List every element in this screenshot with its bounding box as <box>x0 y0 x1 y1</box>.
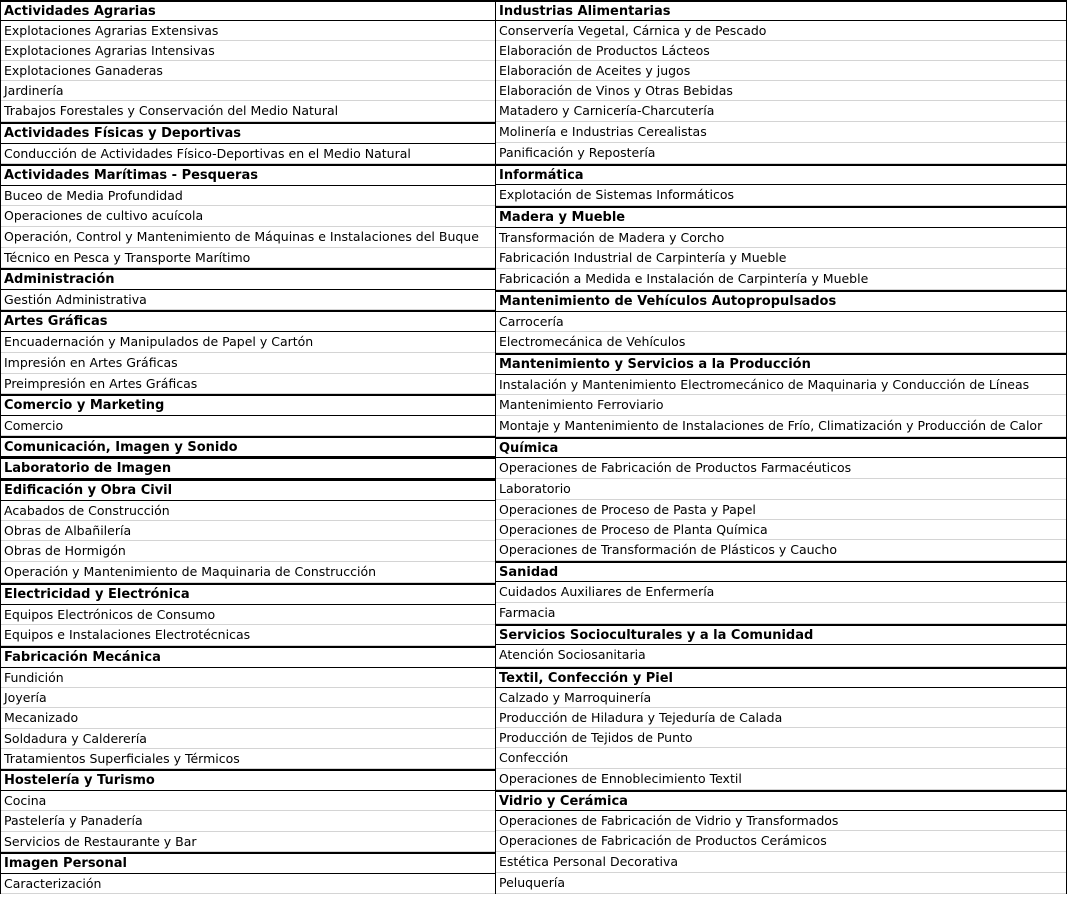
right-column <box>495 0 1067 894</box>
qualification-cell: Cuidados Auxiliares de Enfermería <box>496 582 1066 603</box>
category-header: Química <box>496 437 1066 458</box>
qualification-cell: Farmacia <box>496 603 1066 624</box>
qualification-cell: Obras de Albañilería <box>1 521 495 541</box>
category-header: Fabricación Mecánica <box>1 646 495 668</box>
qualification-cell: Trabajos Forestales y Conservación del Medio Natural <box>1 101 495 122</box>
qualification-cell: Operaciones de Ennoblecimiento Textil <box>496 769 1066 790</box>
category-header: Mantenimiento de Vehículos Autopropulsados <box>496 290 1066 312</box>
qualification-cell: Carrocería <box>496 312 1066 332</box>
qualification-cell: Servicios de Restaurante y Bar <box>1 832 495 852</box>
qualification-cell: Conservería Vegetal, Cárnica y de Pescado <box>496 21 1066 41</box>
qualification-cell: Soldadura y Calderería <box>1 729 495 749</box>
qualification-cell: Operaciones de cultivo acuícola <box>1 206 495 227</box>
category-header: Vidrio y Cerámica <box>496 790 1066 811</box>
qualification-cell: Mecanizado <box>1 708 495 729</box>
qualification-cell: Obras de Hormigón <box>1 541 495 562</box>
qualification-cell: Elaboración de Aceites y jugos <box>496 61 1066 81</box>
qualification-cell: Elaboración de Vinos y Otras Bebidas <box>496 81 1066 101</box>
qualification-cell: Caracterización <box>1 874 495 894</box>
category-header: Imagen Personal <box>1 852 495 874</box>
qualification-cell: Operaciones de Proceso de Planta Química <box>496 520 1066 540</box>
category-header: Comercio y Marketing <box>1 394 495 416</box>
category-header: Administración <box>1 268 495 290</box>
qualification-cell: Tratamientos Superficiales y Térmicos <box>1 749 495 769</box>
qualification-cell: Explotaciones Ganaderas <box>1 61 495 81</box>
qualification-cell: Producción de Hiladura y Tejeduría de Calada <box>496 708 1066 728</box>
category-header: Industrias Alimentarias <box>496 0 1066 21</box>
left-column <box>0 0 496 894</box>
category-header: Informática <box>496 164 1066 185</box>
qualification-cell: Encuadernación y Manipulados de Papel y Cartón <box>1 332 495 353</box>
qualification-cell: Joyería <box>1 688 495 708</box>
category-header: Actividades Marítimas - Pesqueras <box>1 164 495 186</box>
qualification-cell: Operaciones de Fabricación de Productos Cerámicos <box>496 831 1066 852</box>
qualification-cell: Panificación y Repostería <box>496 143 1066 164</box>
category-header: Textil, Confección y Piel <box>496 667 1066 688</box>
qualification-cell: Atención Sociosanitaria <box>496 645 1066 667</box>
category-header: Sanidad <box>496 561 1066 582</box>
category-header: Mantenimiento y Servicios a la Producción <box>496 353 1066 375</box>
qualification-cell: Preimpresión en Artes Gráficas <box>1 374 495 394</box>
qualification-cell: Fabricación a Medida e Instalación de Carpintería y Mueble <box>496 269 1066 290</box>
qualification-cell: Mantenimiento Ferroviario <box>496 395 1066 416</box>
qualification-cell: Equipos Electrónicos de Consumo <box>1 605 495 625</box>
qualification-cell: Explotaciones Agrarias Extensivas <box>1 21 495 41</box>
category-header: Actividades Agrarias <box>1 0 495 21</box>
qualification-cell: Montaje y Mantenimiento de Instalaciones de Frío, Climatización y Producción de Calor <box>496 416 1066 437</box>
qualification-cell: Pastelería y Panadería <box>1 811 495 832</box>
qualification-cell: Explotación de Sistemas Informáticos <box>496 185 1066 206</box>
qualification-cell: Explotaciones Agrarias Intensivas <box>1 41 495 61</box>
qualification-cell: Técnico en Pesca y Transporte Marítimo <box>1 248 495 268</box>
qualification-cell: Cocina <box>1 791 495 811</box>
qualification-cell: Buceo de Media Profundidad <box>1 186 495 206</box>
category-header: Electricidad y Electrónica <box>1 583 495 605</box>
qualification-cell: Transformación de Madera y Corcho <box>496 228 1066 248</box>
category-header: Servicios Socioculturales y a la Comunidad <box>496 624 1066 645</box>
qualification-cell: Elaboración de Productos Lácteos <box>496 41 1066 61</box>
qualification-cell: Electromecánica de Vehículos <box>496 332 1066 353</box>
category-header: Edificación y Obra Civil <box>1 479 495 501</box>
qualification-cell: Laboratorio <box>496 479 1066 500</box>
qualification-cell: Matadero y Carnicería-Charcutería <box>496 101 1066 122</box>
qualification-cell: Conducción de Actividades Físico-Deportivas en el Medio Natural <box>1 144 495 164</box>
qualification-cell: Impresión en Artes Gráficas <box>1 353 495 374</box>
qualification-cell: Operación, Control y Mantenimiento de Máquinas e Instalaciones del Buque <box>1 227 495 248</box>
qualification-cell: Jardinería <box>1 81 495 101</box>
category-header: Actividades Físicas y Deportivas <box>1 122 495 144</box>
qualification-cell: Peluquería <box>496 873 1066 894</box>
category-header: Madera y Mueble <box>496 206 1066 228</box>
category-header: Artes Gráficas <box>1 310 495 332</box>
qualification-cell: Fabricación Industrial de Carpintería y Mueble <box>496 248 1066 269</box>
qualification-cell: Comercio <box>1 416 495 436</box>
qualification-cell: Confección <box>496 748 1066 769</box>
category-header: Laboratorio de Imagen <box>1 457 495 479</box>
qualification-cell: Acabados de Construcción <box>1 501 495 521</box>
qualification-cell: Producción de Tejidos de Punto <box>496 728 1066 748</box>
qualification-cell: Molinería e Industrias Cerealistas <box>496 122 1066 143</box>
category-header: Comunicación, Imagen y Sonido <box>1 436 495 457</box>
qualification-cell: Calzado y Marroquinería <box>496 688 1066 708</box>
qualification-cell: Equipos e Instalaciones Electrotécnicas <box>1 625 495 646</box>
category-header: Hostelería y Turismo <box>1 769 495 791</box>
qualification-cell: Estética Personal Decorativa <box>496 852 1066 873</box>
qualification-cell: Operación y Mantenimiento de Maquinaria de Construcción <box>1 562 495 583</box>
qualification-cell: Operaciones de Fabricación de Vidrio y Transformados <box>496 811 1066 831</box>
qualification-cell: Gestión Administrativa <box>1 290 495 310</box>
qualification-cell: Operaciones de Transformación de Plásticos y Caucho <box>496 540 1066 561</box>
qualification-cell: Fundición <box>1 668 495 688</box>
qualification-cell: Operaciones de Fabricación de Productos Farmacéuticos <box>496 458 1066 479</box>
qualification-cell: Instalación y Mantenimiento Electromecánico de Maquinaria y Conducción de Líneas <box>496 375 1066 395</box>
qualification-cell: Operaciones de Proceso de Pasta y Papel <box>496 500 1066 520</box>
